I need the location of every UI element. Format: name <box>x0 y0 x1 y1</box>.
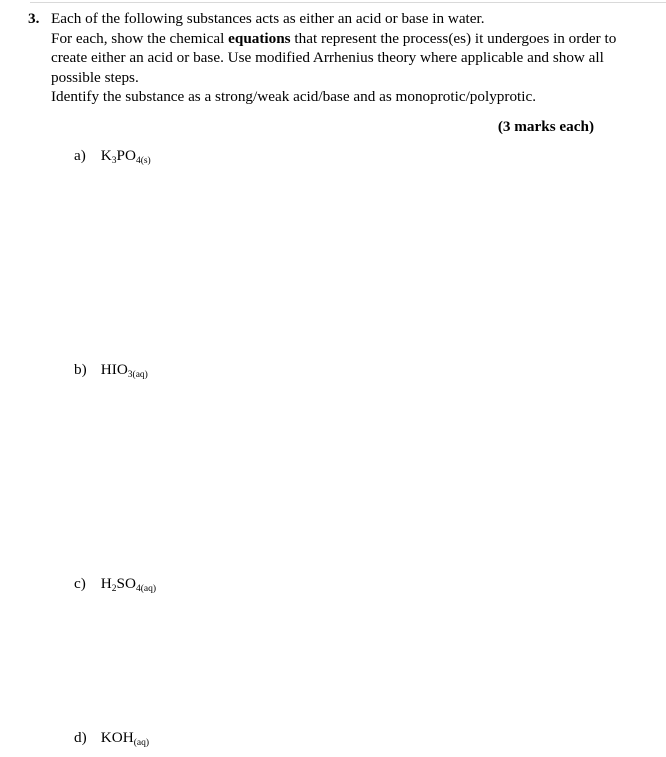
formula-element: KOH <box>100 729 134 746</box>
chemical-formula <box>101 729 149 746</box>
instruction-text-post: that represent the process(es) it undergoes in order to <box>290 29 617 47</box>
part-letter: a) <box>74 147 86 164</box>
identify-instruction: Identify the substance as a strong/weak acid/base and as monoprotic/polyprotic. <box>51 88 537 105</box>
formula-element: H <box>100 575 112 592</box>
formula-subscript: (aq) <box>133 738 149 748</box>
part-c <box>74 574 156 593</box>
part-letter: d) <box>74 729 87 746</box>
chemical-formula <box>101 361 148 378</box>
formula-subscript: 4(aq) <box>135 584 156 594</box>
part-b <box>74 360 148 379</box>
question-intro: Each of the following substances acts as either an acid or base in water. <box>51 10 485 27</box>
part-letter: b) <box>74 361 87 378</box>
part-letter: c) <box>74 575 86 592</box>
question-number: 3. <box>28 10 40 27</box>
formula-element: SO <box>116 575 136 592</box>
formula-subscript: 3 <box>111 156 117 166</box>
question-instructions <box>51 29 616 88</box>
part-a <box>74 146 151 165</box>
instruction-text-pre: For each, show the chemical <box>51 29 229 47</box>
formula-subscript: 4(s) <box>135 156 151 166</box>
instruction-line-3: possible steps. <box>51 68 139 86</box>
formula-element: PO <box>116 147 136 164</box>
formula-subscript: 3(aq) <box>127 370 148 380</box>
chemical-formula <box>101 147 151 164</box>
instruction-text-bold: equations <box>228 29 291 47</box>
formula-subscript: 2 <box>111 584 117 594</box>
part-d <box>74 728 149 747</box>
formula-element: HIO <box>100 361 128 378</box>
instruction-line-1 <box>51 29 616 49</box>
formula-element: K <box>100 147 112 164</box>
instruction-line-2: create either an acid or base. Use modified Arrhenius theory where applicable and show all <box>51 49 604 66</box>
marks-label: (3 marks each) <box>497 118 594 135</box>
chemical-formula <box>101 575 156 592</box>
